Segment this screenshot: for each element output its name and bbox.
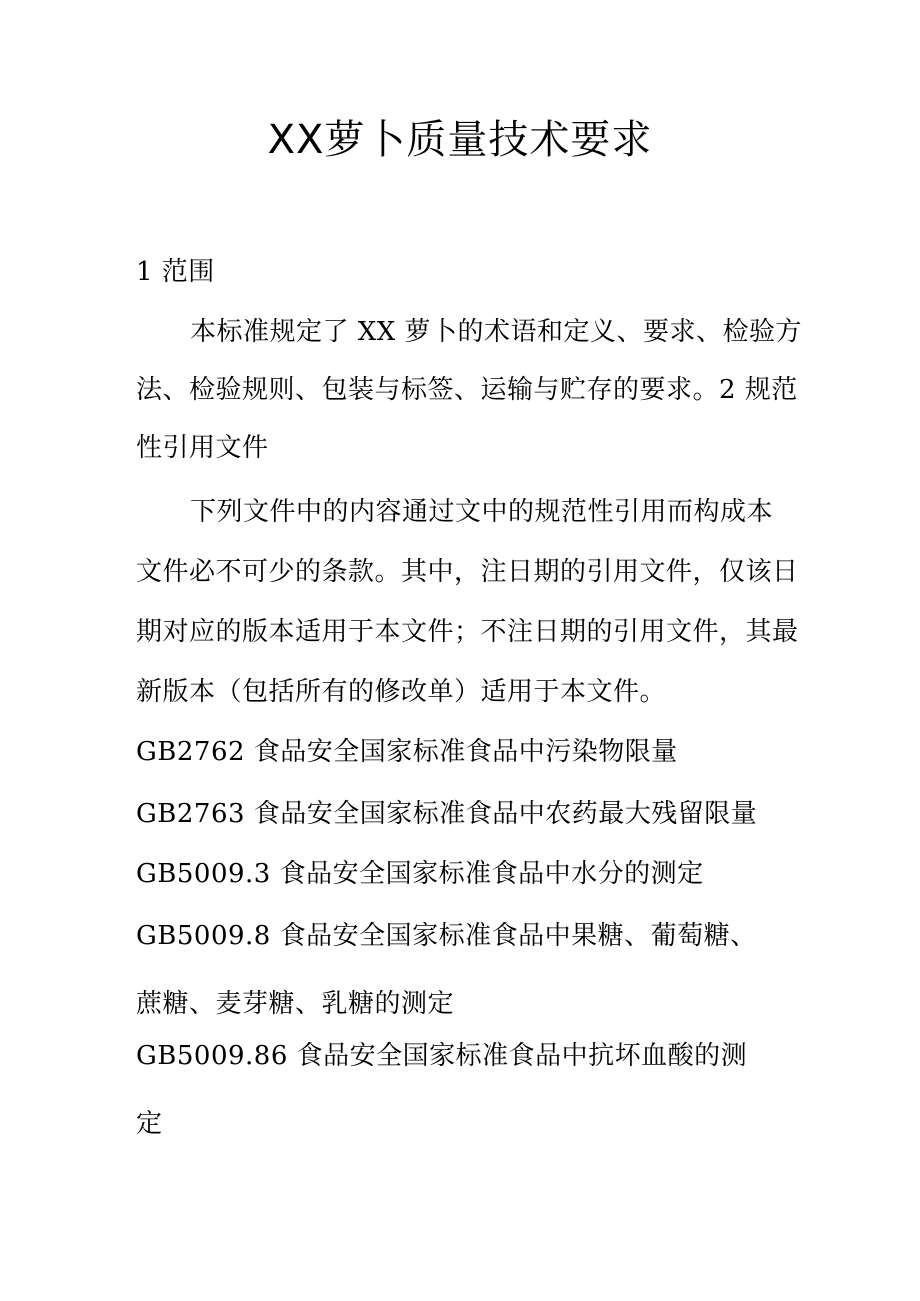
- paragraph-line: 本标准规定了 XX 萝卜的术语和定义、要求、检验方: [190, 317, 803, 347]
- reference-item: GB2763 食品安全国家标准食品中农药最大残留限量: [136, 799, 758, 829]
- section-heading-scope: 1 范围: [136, 257, 215, 287]
- paragraph-line: 下列文件中的内容通过文中的规范性引用而构成本: [190, 497, 774, 527]
- reference-item: GB5009.8 食品安全国家标准食品中果糖、葡萄糖、: [136, 921, 757, 951]
- reference-item: GB2762 食品安全国家标准食品中污染物限量: [136, 737, 678, 767]
- paragraph-line: 新版本（包括所有的修改单）适用于本文件。: [136, 677, 667, 707]
- paragraph-line: 法、检验规则、包装与标签、运输与贮存的要求。2 规范: [136, 375, 798, 405]
- reference-item: GB5009.86 食品安全国家标准食品中抗坏血酸的测: [136, 1041, 748, 1071]
- paragraph-line: 期对应的版本适用于本文件；不注日期的引用文件，其最: [136, 617, 799, 647]
- paragraph-line: 性引用文件: [136, 433, 269, 463]
- reference-item: GB5009.3 食品安全国家标准食品中水分的测定: [136, 859, 704, 889]
- reference-item-continuation: 定: [136, 1109, 163, 1139]
- reference-item-continuation: 蔗糖、麦芽糖、乳糖的测定: [136, 989, 455, 1019]
- document-title: XX萝卜质量技术要求: [267, 117, 653, 163]
- paragraph-line: 文件必不可少的条款。其中，注日期的引用文件，仅该日: [136, 557, 799, 587]
